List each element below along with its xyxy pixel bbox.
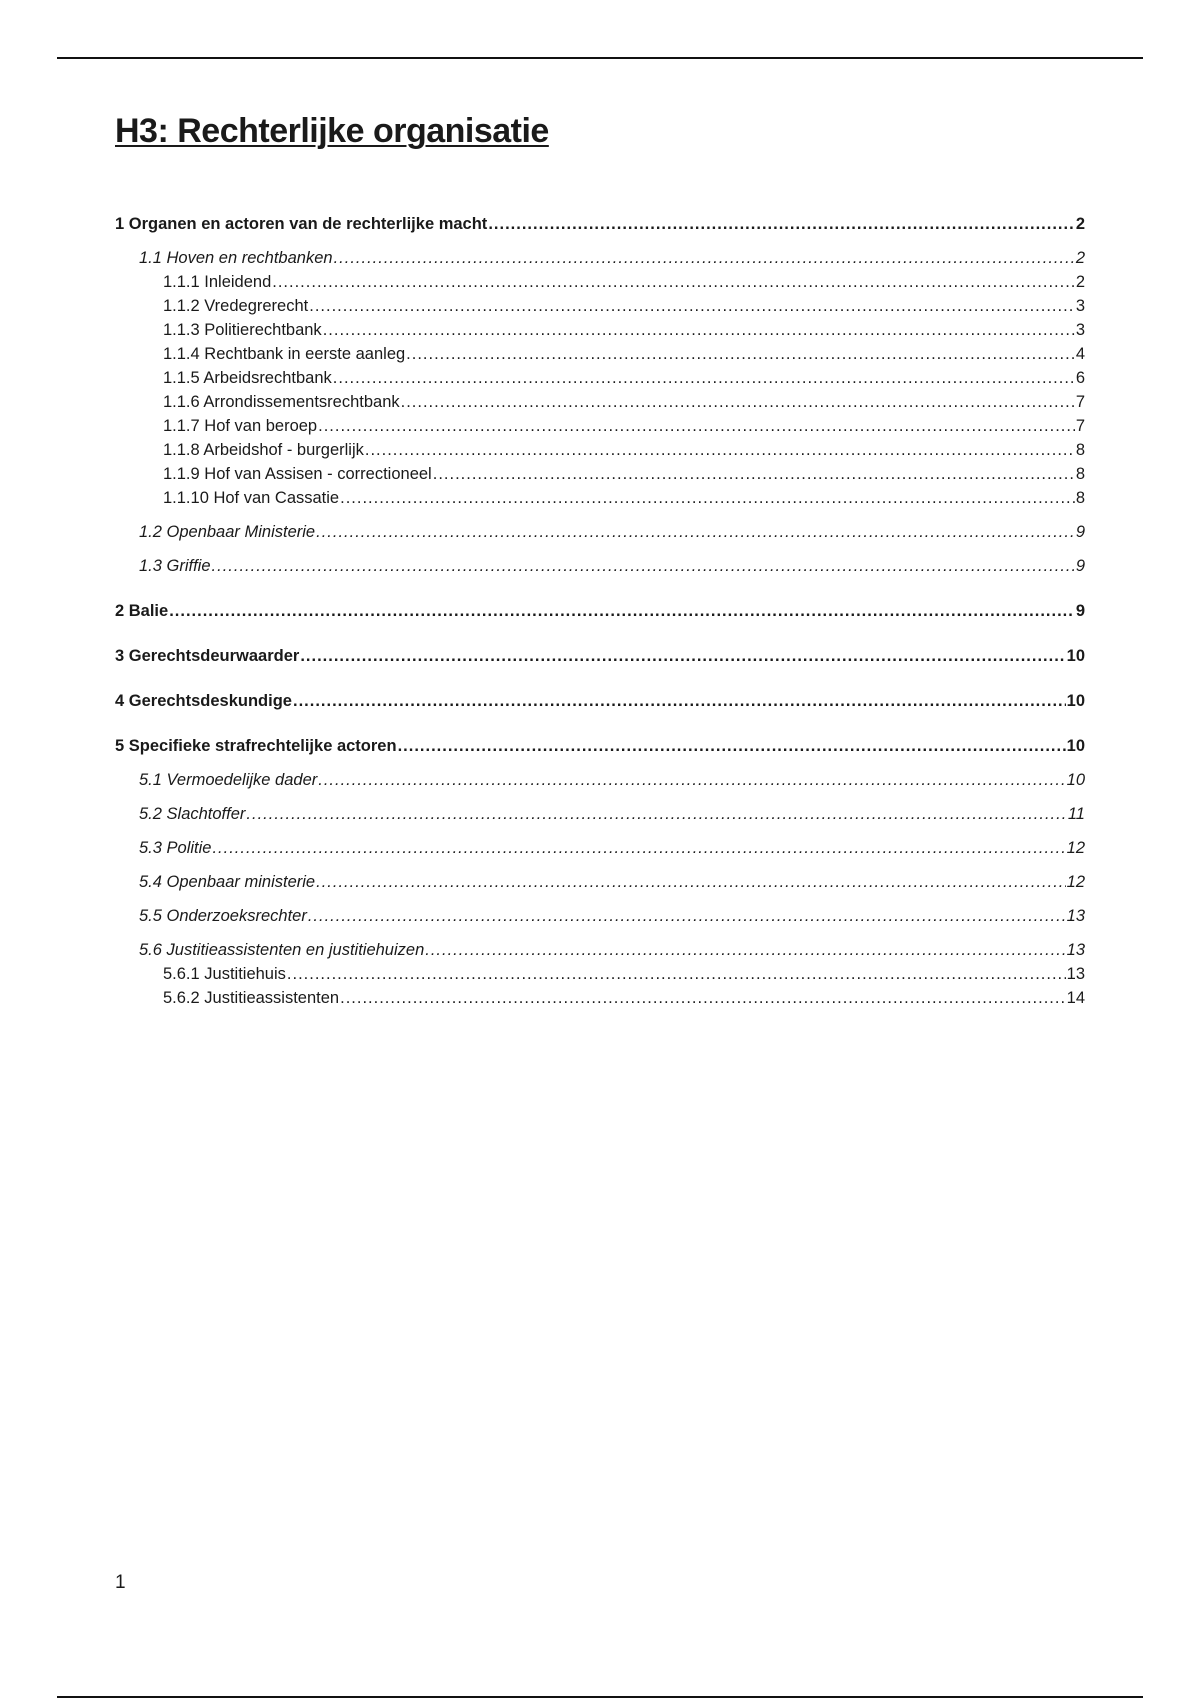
toc-entry[interactable] <box>115 904 1085 928</box>
toc-entry-label: 1 Organen en actoren van de rechterlijke macht <box>115 215 488 233</box>
toc-dot-leader <box>293 689 1066 713</box>
toc-dot-leader <box>300 644 1065 668</box>
toc-dot-leader <box>333 366 1075 390</box>
toc-entry[interactable] <box>115 938 1085 962</box>
toc-dot-leader <box>365 438 1075 462</box>
toc-entry-page: 2 <box>1075 215 1085 233</box>
toc-entry-label: 5.3 Politie <box>139 839 212 857</box>
footer-rule <box>57 1696 1143 1698</box>
toc-entry-page: 9 <box>1075 523 1085 541</box>
toc-dot-leader <box>398 734 1066 758</box>
toc-dot-leader <box>212 836 1065 860</box>
toc-entry-label: 1.1.5 Arbeidsrechtbank <box>163 369 332 387</box>
toc-entry-page: 9 <box>1075 557 1085 575</box>
toc-entry[interactable] <box>115 768 1085 792</box>
toc-entry-page: 14 <box>1066 989 1085 1007</box>
toc-entry-page: 3 <box>1075 297 1085 315</box>
toc-entry-label: 1.1.7 Hof van beroep <box>163 417 318 435</box>
toc-entry-page: 6 <box>1075 369 1085 387</box>
toc-entry[interactable] <box>115 366 1085 390</box>
toc-entry[interactable] <box>115 836 1085 860</box>
toc-entry[interactable] <box>115 438 1085 462</box>
toc-entry[interactable] <box>115 270 1085 294</box>
toc-entry-page: 11 <box>1067 805 1085 823</box>
toc-entry[interactable] <box>115 342 1085 366</box>
toc-entry-label: 3 Gerechtsdeurwaarder <box>115 647 300 665</box>
toc-entry-page: 8 <box>1075 465 1085 483</box>
toc-dot-leader <box>425 938 1065 962</box>
toc-entry[interactable] <box>115 246 1085 270</box>
toc-entry[interactable] <box>115 554 1085 578</box>
toc-entry[interactable] <box>115 390 1085 414</box>
toc-entry[interactable] <box>115 414 1085 438</box>
toc-entry-label: 1.2 Openbaar Ministerie <box>139 523 316 541</box>
header-rule <box>57 57 1143 59</box>
toc-entry[interactable] <box>115 962 1085 986</box>
toc-dot-leader <box>406 342 1075 366</box>
toc-entry-label: 5.4 Openbaar ministerie <box>139 873 316 891</box>
toc-dot-leader <box>401 390 1075 414</box>
toc-entry-page: 13 <box>1066 941 1085 959</box>
toc-dot-leader <box>287 962 1066 986</box>
toc-entry-label: 1.1.10 Hof van Cassatie <box>163 489 340 507</box>
toc-entry-label: 1.1 Hoven en rechtbanken <box>139 249 333 267</box>
toc-entry-page: 10 <box>1066 692 1085 710</box>
toc-entry-label: 1.1.6 Arrondissementsrechtbank <box>163 393 400 411</box>
toc-dot-leader <box>488 212 1075 236</box>
toc-entry-label: 5.6.2 Justitieassistenten <box>163 989 340 1007</box>
toc-entry-page: 8 <box>1075 441 1085 459</box>
toc-entry-page: 12 <box>1066 839 1085 857</box>
toc-entry-page: 10 <box>1066 737 1085 755</box>
toc-entry-label: 1.1.4 Rechtbank in eerste aanleg <box>163 345 406 363</box>
toc-entry[interactable] <box>115 318 1085 342</box>
toc-entry[interactable] <box>115 986 1085 1010</box>
toc-entry-label: 5 Specifieke strafrechtelijke actoren <box>115 737 397 755</box>
toc-entry[interactable] <box>115 486 1085 510</box>
toc-dot-leader <box>212 554 1075 578</box>
toc-dot-leader <box>169 599 1075 623</box>
toc-dot-leader <box>308 904 1066 928</box>
toc-entry[interactable] <box>115 520 1085 544</box>
toc-entry-page: 12 <box>1066 873 1085 891</box>
toc-dot-leader <box>246 802 1066 826</box>
toc-entry-label: 1.1.1 Inleidend <box>163 273 272 291</box>
toc-dot-leader <box>272 270 1075 294</box>
toc-entry-label: 5.1 Vermoedelijke dader <box>139 771 318 789</box>
toc-dot-leader <box>340 486 1075 510</box>
toc-entry-page: 9 <box>1075 602 1085 620</box>
toc-dot-leader <box>316 520 1075 544</box>
toc-entry[interactable] <box>115 689 1085 713</box>
toc-dot-leader <box>323 318 1075 342</box>
toc-entry-label: 5.6.1 Justitiehuis <box>163 965 286 983</box>
page-title: H3: Rechterlijke organisatie <box>115 112 549 150</box>
toc-entry-page: 7 <box>1075 393 1085 411</box>
toc-entry-label: 5.5 Onderzoeksrechter <box>139 907 307 925</box>
toc-entry-page: 8 <box>1075 489 1085 507</box>
toc-entry-label: 5.6 Justitieassistenten en justitiehuizen <box>139 941 425 959</box>
toc-entry-label: 5.2 Slachtoffer <box>139 805 246 823</box>
table-of-contents <box>115 212 1085 1010</box>
toc-entry-label: 1.1.9 Hof van Assisen - correctioneel <box>163 465 432 483</box>
toc-entry[interactable] <box>115 644 1085 668</box>
toc-dot-leader <box>433 462 1075 486</box>
toc-entry-page: 7 <box>1075 417 1085 435</box>
toc-entry-page: 10 <box>1066 771 1085 789</box>
toc-entry[interactable] <box>115 294 1085 318</box>
toc-entry-page: 2 <box>1075 273 1085 291</box>
toc-entry-page: 10 <box>1066 647 1085 665</box>
toc-entry-page: 2 <box>1075 249 1085 267</box>
toc-entry[interactable] <box>115 870 1085 894</box>
toc-entry-page: 4 <box>1075 345 1085 363</box>
toc-entry[interactable] <box>115 599 1085 623</box>
toc-entry-page: 13 <box>1066 907 1085 925</box>
toc-entry[interactable] <box>115 802 1085 826</box>
page-number: 1 <box>115 1572 126 1593</box>
toc-dot-leader <box>316 870 1066 894</box>
toc-entry-label: 4 Gerechtsdeskundige <box>115 692 292 710</box>
toc-entry-label: 1.1.2 Vredegrerecht <box>163 297 309 315</box>
toc-entry[interactable] <box>115 212 1085 236</box>
toc-entry-label: 1.1.8 Arbeidshof - burgerlijk <box>163 441 364 459</box>
toc-entry-label: 1.3 Griffie <box>139 557 211 575</box>
toc-entry-label: 2 Balie <box>115 602 169 620</box>
toc-dot-leader <box>340 986 1066 1010</box>
toc-entry[interactable] <box>115 462 1085 486</box>
toc-entry-label: 1.1.3 Politierechtbank <box>163 321 322 339</box>
toc-entry-page: 13 <box>1066 965 1085 983</box>
toc-entry-page: 3 <box>1075 321 1085 339</box>
toc-dot-leader <box>334 246 1075 270</box>
toc-dot-leader <box>318 768 1065 792</box>
toc-dot-leader <box>309 294 1075 318</box>
toc-dot-leader <box>318 414 1075 438</box>
toc-entry[interactable] <box>115 734 1085 758</box>
